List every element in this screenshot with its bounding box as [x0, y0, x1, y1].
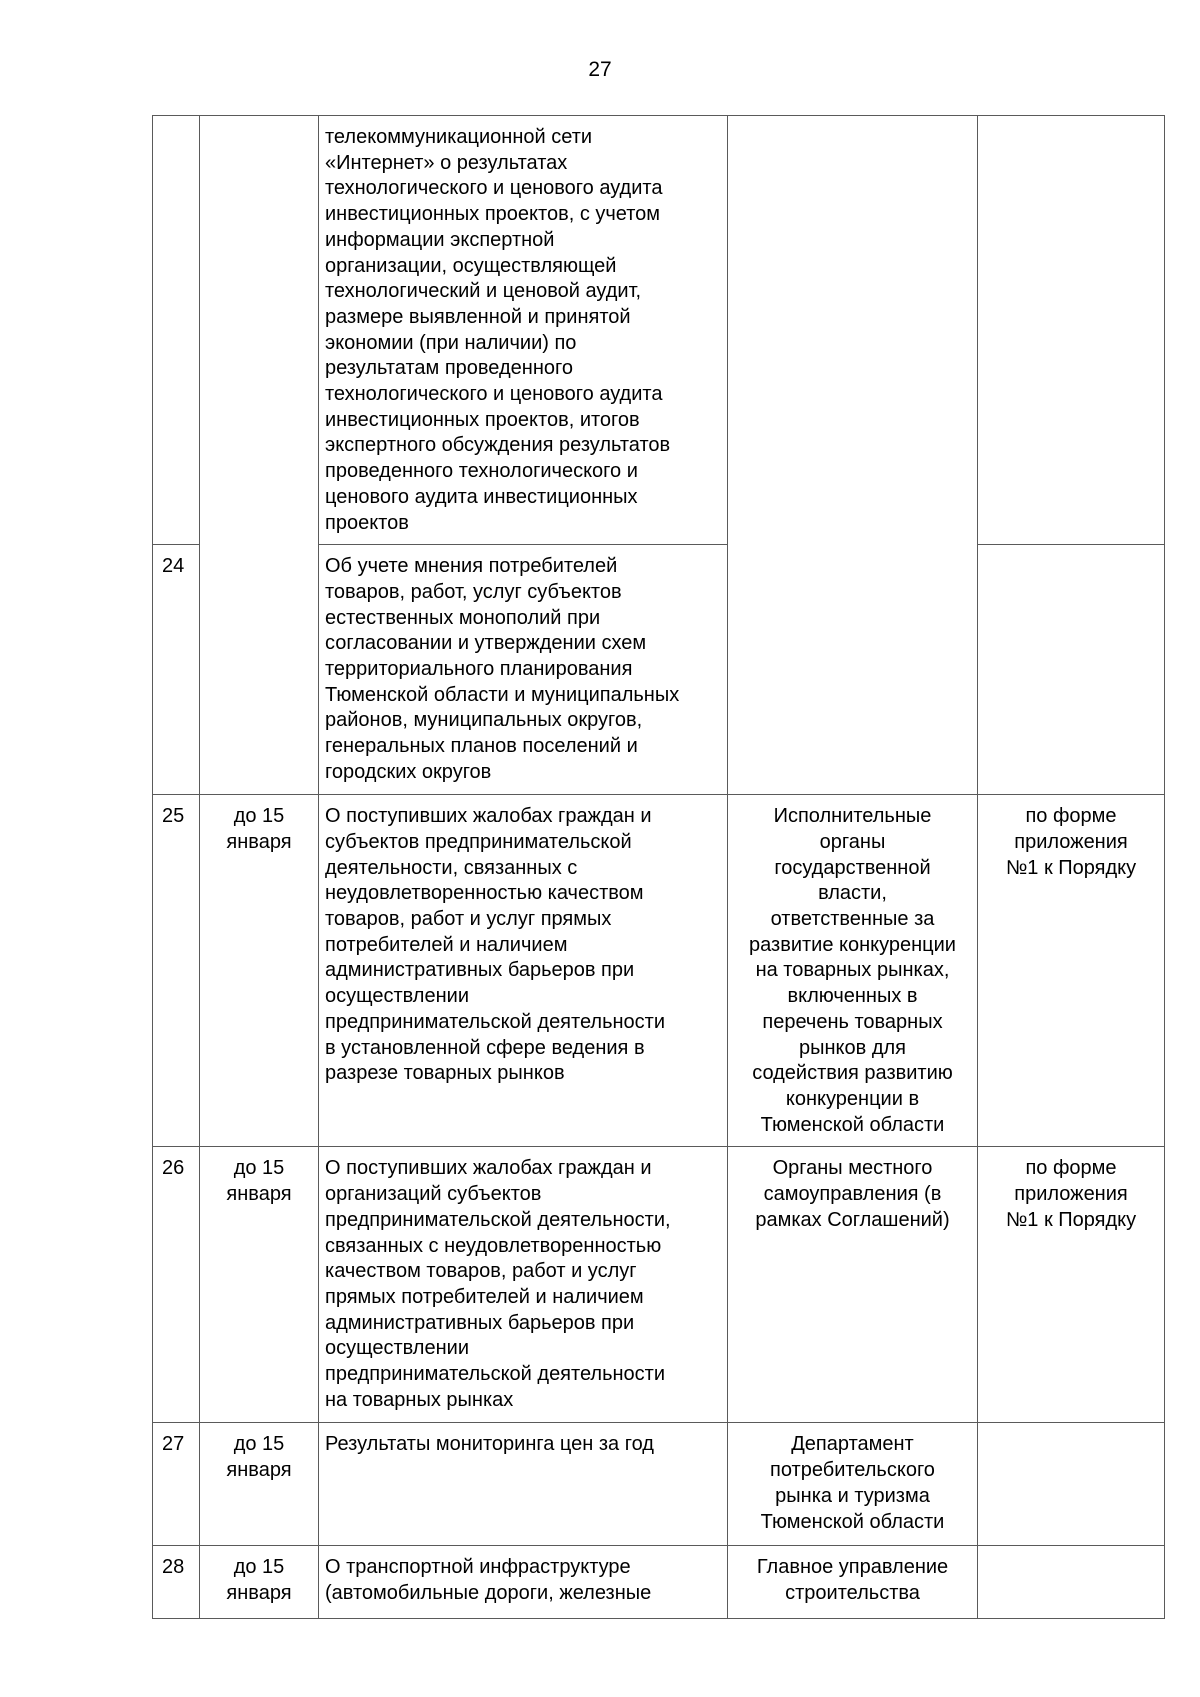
responsible-cell: Главное управление строительства — [728, 1546, 978, 1619]
row-number-cell: 24 — [153, 545, 200, 795]
row-number-cell: 26 — [153, 1147, 200, 1423]
table-row — [153, 795, 1165, 1147]
deadline-cell: до 15 января — [200, 1546, 319, 1619]
row-number-cell — [153, 116, 200, 545]
report-name-cell: Об учете мнения потребителей товаров, работ, услуг субъектов естественных монополий при согласовании и утверждении схем территориального планирования Тюменской области и муниципальных районов, муниципальных округов, генеральных планов поселений и городских округов — [319, 545, 728, 795]
report-schedule-table — [152, 115, 1165, 1619]
report-form-cell — [978, 116, 1165, 545]
row-number-cell: 27 — [153, 1423, 200, 1546]
deadline-cell — [200, 116, 319, 795]
report-name-cell: О поступивших жалобах граждан и организаций субъектов предпринимательской деятельности, связанных с неудовлетворенностью качеством товаров, работ и услуг прямых потребителей и наличием административных барьеров при осуществлении предпринимательской деятельности на товарных рынках — [319, 1147, 728, 1423]
deadline-cell: до 15 января — [200, 1147, 319, 1423]
responsible-cell — [728, 116, 978, 795]
table-row — [153, 1147, 1165, 1423]
responsible-cell: Департамент потребительского рынка и туризма Тюменской области — [728, 1423, 978, 1546]
responsible-cell: Органы местного самоуправления (в рамках Соглашений) — [728, 1147, 978, 1423]
table-row — [153, 1546, 1165, 1619]
report-name-cell: О транспортной инфраструктуре (автомобильные дороги, железные — [319, 1546, 728, 1619]
report-form-cell — [978, 545, 1165, 795]
report-form-cell: по форме приложения №1 к Порядку — [978, 1147, 1165, 1423]
report-form-cell — [978, 1423, 1165, 1546]
table-row — [153, 116, 1165, 545]
table-row — [153, 1423, 1165, 1546]
responsible-cell: Исполнительные органы государственной власти, ответственные за развитие конкуренции на товарных рынках, включенных в перечень товарных рынков для содействия развитию конкуренции в Тюменской области — [728, 795, 978, 1147]
report-form-cell — [978, 1546, 1165, 1619]
report-name-cell: О поступивших жалобах граждан и субъектов предпринимательской деятельности, связанных с неудовлетворенностью качеством товаров, работ и услуг прямых потребителей и наличием административных барьеров при осуществлении предпринимательской деятельности в установленной сфере ведения в разрезе товарных рынков — [319, 795, 728, 1147]
deadline-cell: до 15 января — [200, 795, 319, 1147]
row-number-cell: 28 — [153, 1546, 200, 1619]
row-number-cell: 25 — [153, 795, 200, 1147]
report-name-cell: телекоммуникационной сети «Интернет» о результатах технологического и ценового аудита инвестиционных проектов, с учетом информации экспертной организации, осуществляющей технологический и ценовой аудит, размере выявленной и принятой экономии (при наличии) по результатам проведенного технологического и ценового аудита инвестиционных проектов, итогов экспертного обсуждения результатов проведенного технологического и ценового аудита инвестиционных проектов — [319, 116, 728, 545]
deadline-cell: до 15 января — [200, 1423, 319, 1546]
page-number: 27 — [588, 58, 612, 81]
report-form-cell: по форме приложения №1 к Порядку — [978, 795, 1165, 1147]
report-name-cell: Результаты мониторинга цен за год — [319, 1423, 728, 1546]
